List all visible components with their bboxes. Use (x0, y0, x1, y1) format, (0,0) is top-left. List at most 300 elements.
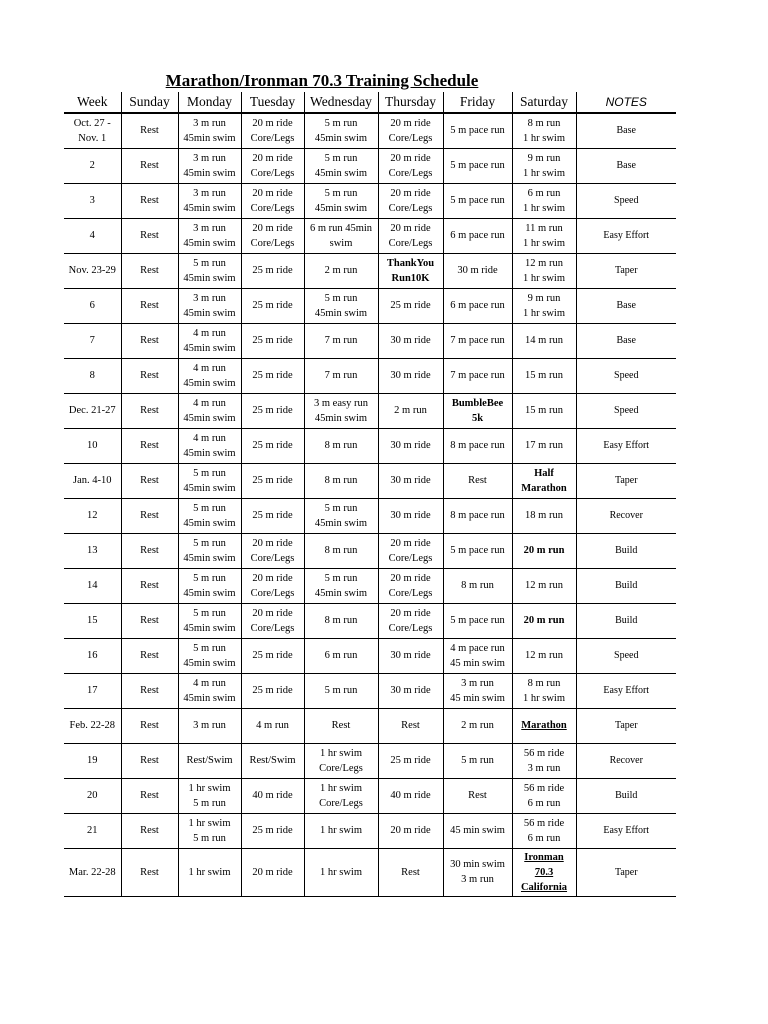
cell-week (64, 813, 121, 848)
cell-thursday (378, 568, 443, 603)
cell-monday-text: 5 m run 45min swim (183, 572, 236, 599)
cell-wednesday (304, 778, 378, 813)
cell-saturday-text: Ironman 70.3 California (520, 851, 568, 893)
cell-saturday-text: 9 m run 1 hr swim (523, 152, 565, 179)
cell-sunday-text: Rest (140, 475, 159, 486)
cell-sunday (121, 253, 178, 288)
cell-notes-text: Easy Effort (603, 825, 650, 836)
cell-saturday (512, 743, 576, 778)
cell-sunday (121, 323, 178, 358)
cell-tuesday-text: 40 m ride (252, 790, 293, 801)
cell-week-text: 21 (87, 825, 98, 836)
cell-notes (576, 113, 676, 148)
cell-tuesday (241, 673, 304, 708)
cell-saturday-text: 8 m run 1 hr swim (523, 117, 565, 144)
cell-thursday (378, 358, 443, 393)
cell-tuesday (241, 498, 304, 533)
cell-tuesday (241, 393, 304, 428)
cell-sunday-text: Rest (140, 335, 159, 346)
cell-notes-text: Easy Effort (603, 440, 650, 451)
cell-monday-text: 5 m run 45min swim (183, 502, 236, 529)
cell-saturday (512, 673, 576, 708)
cell-friday (443, 638, 512, 673)
cell-monday-text: 1 hr swim (188, 866, 231, 878)
cell-sunday-text: Rest (140, 755, 159, 766)
cell-saturday (512, 813, 576, 848)
cell-thursday-text: 2 m run (394, 405, 427, 416)
cell-saturday (512, 533, 576, 568)
cell-tuesday (241, 218, 304, 253)
document-title: Marathon/Ironman 70.3 Training Schedule (165, 71, 479, 90)
cell-monday-text: 3 m run (193, 720, 226, 731)
cell-saturday (512, 288, 576, 323)
cell-wednesday (304, 288, 378, 323)
cell-week-text: Feb. 22-28 (69, 720, 115, 731)
cell-notes-text: Taper (614, 475, 638, 486)
cell-thursday (378, 743, 443, 778)
cell-friday (443, 218, 512, 253)
cell-thursday-text: 30 m ride (390, 335, 431, 346)
cell-notes (576, 568, 676, 603)
cell-wednesday-text: 5 m run 45min swim (314, 502, 368, 529)
cell-tuesday-text: 20 m ride Core/Legs (250, 572, 295, 599)
cell-monday (178, 148, 241, 183)
cell-friday-text: 30 m ride (457, 265, 498, 276)
schedule-row (64, 463, 676, 498)
cell-saturday-text: 12 m run 1 hr swim (523, 257, 565, 284)
cell-tuesday-text: Rest/Swim (249, 755, 296, 766)
cell-monday-text: 4 m run 45min swim (183, 327, 236, 354)
cell-week (64, 498, 121, 533)
schedule-row (64, 638, 676, 673)
cell-wednesday-text: 5 m run 45min swim (314, 292, 368, 319)
cell-monday (178, 603, 241, 638)
cell-sunday-text: Rest (140, 125, 159, 137)
cell-saturday-text: 56 m ride 3 m run (523, 747, 565, 774)
cell-notes-text: Speed (614, 405, 639, 416)
cell-tuesday-text: 25 m ride (252, 650, 293, 661)
cell-notes-text: Taper (614, 720, 638, 731)
cell-tuesday-text: 20 m ride Core/Legs (250, 152, 295, 179)
cell-thursday (378, 498, 443, 533)
schedule-row (64, 148, 676, 183)
cell-notes-text: Build (615, 790, 638, 801)
cell-sunday (121, 358, 178, 393)
cell-thursday (378, 638, 443, 673)
cell-friday (443, 533, 512, 568)
cell-tuesday-text: 20 m ride Core/Legs (250, 187, 295, 214)
cell-wednesday (304, 148, 378, 183)
cell-week-text: 16 (87, 650, 98, 661)
cell-friday (443, 743, 512, 778)
cell-notes-text: Base (616, 335, 636, 346)
cell-friday-text: 4 m pace run 45 min swim (450, 642, 505, 669)
schedule-row (64, 218, 676, 253)
cell-monday-text: 3 m run 45min swim (183, 152, 236, 179)
cell-wednesday (304, 708, 378, 743)
cell-thursday (378, 848, 443, 896)
cell-sunday-text: Rest (140, 580, 159, 591)
cell-saturday (512, 113, 576, 148)
cell-friday-text: 8 m pace run (450, 510, 505, 521)
cell-sunday-text: Rest (140, 720, 159, 731)
cell-tuesday-text: 25 m ride (252, 370, 293, 381)
cell-notes-text: Recover (609, 510, 643, 521)
cell-notes-text: Build (615, 545, 638, 556)
cell-notes (576, 778, 676, 813)
cell-week (64, 218, 121, 253)
cell-tuesday-text: 20 m ride Core/Legs (250, 537, 295, 564)
cell-week-text: 17 (87, 685, 98, 696)
cell-sunday-text: Rest (140, 650, 159, 661)
cell-saturday (512, 848, 576, 896)
cell-friday-text: 5 m run (461, 755, 494, 766)
cell-thursday-text: 20 m ride Core/Legs (388, 117, 433, 144)
cell-thursday (378, 253, 443, 288)
schedule-row (64, 778, 676, 813)
cell-friday-text: 5 m pace run (450, 195, 505, 206)
cell-tuesday-text: 25 m ride (252, 475, 293, 486)
cell-sunday (121, 638, 178, 673)
cell-notes-text: Speed (614, 650, 639, 661)
cell-monday (178, 218, 241, 253)
cell-thursday-text: 30 m ride (390, 475, 431, 486)
cell-thursday-text: 25 m ride (390, 300, 431, 311)
cell-wednesday-text: 8 m run (324, 545, 358, 556)
cell-monday (178, 463, 241, 498)
cell-week (64, 673, 121, 708)
cell-notes-text: Easy Effort (603, 230, 650, 241)
cell-thursday (378, 708, 443, 743)
cell-thursday-text: 30 m ride (390, 510, 431, 521)
cell-wednesday-text: 5 m run (324, 685, 358, 696)
cell-monday (178, 393, 241, 428)
cell-wednesday (304, 183, 378, 218)
cell-sunday-text: Rest (140, 790, 159, 801)
cell-friday (443, 603, 512, 638)
cell-wednesday (304, 323, 378, 358)
cell-wednesday (304, 533, 378, 568)
cell-sunday (121, 498, 178, 533)
cell-monday (178, 323, 241, 358)
cell-tuesday-text: 25 m ride (252, 440, 293, 451)
cell-wednesday (304, 253, 378, 288)
cell-week-text: 12 (87, 510, 98, 521)
cell-sunday (121, 393, 178, 428)
cell-week (64, 708, 121, 743)
cell-friday-text: 30 min swim 3 m run (450, 859, 505, 885)
cell-week-text: 4 (89, 230, 95, 241)
cell-week-text: 13 (87, 545, 98, 556)
cell-week (64, 358, 121, 393)
cell-tuesday (241, 778, 304, 813)
cell-monday (178, 638, 241, 673)
cell-wednesday (304, 568, 378, 603)
cell-monday (178, 498, 241, 533)
cell-saturday-text: 56 m ride 6 m run (523, 782, 565, 809)
cell-friday-text: BumbleBee 5k (451, 397, 504, 424)
cell-week-text: 6 (89, 300, 95, 311)
cell-wednesday-text: 3 m easy run 45min swim (314, 397, 368, 424)
training-schedule-table (64, 92, 676, 897)
cell-saturday (512, 183, 576, 218)
cell-thursday (378, 603, 443, 638)
cell-saturday-text: 8 m run 1 hr swim (523, 677, 565, 704)
cell-monday (178, 673, 241, 708)
cell-thursday-text: ThankYou Run10K (386, 257, 435, 284)
cell-wednesday (304, 603, 378, 638)
cell-week-text: 14 (87, 580, 98, 591)
cell-week-text: Oct. 27 - Nov. 1 (73, 117, 111, 144)
cell-thursday (378, 183, 443, 218)
cell-sunday-text: Rest (140, 866, 159, 878)
cell-monday (178, 848, 241, 896)
cell-friday (443, 778, 512, 813)
cell-tuesday (241, 183, 304, 218)
cell-sunday-text: Rest (140, 825, 159, 836)
cell-sunday-text: Rest (140, 370, 159, 381)
cell-notes-text: Taper (614, 265, 638, 276)
cell-tuesday-text: 25 m ride (252, 335, 293, 346)
cell-tuesday (241, 603, 304, 638)
cell-thursday-text: 40 m ride (390, 790, 431, 801)
cell-friday (443, 113, 512, 148)
cell-wednesday (304, 428, 378, 463)
cell-monday-text: 4 m run 45min swim (183, 677, 236, 704)
cell-monday (178, 288, 241, 323)
cell-friday-text: 6 m pace run (450, 300, 505, 311)
cell-saturday (512, 498, 576, 533)
cell-sunday-text: Rest (140, 195, 159, 206)
cell-friday-text: 5 m pace run (450, 160, 505, 171)
cell-wednesday (304, 358, 378, 393)
cell-notes (576, 708, 676, 743)
cell-notes-text: Base (616, 160, 636, 171)
cell-friday (443, 288, 512, 323)
cell-wednesday-text: 8 m run (324, 440, 358, 451)
cell-saturday-text: 20 m run (523, 615, 565, 626)
cell-thursday-text: 30 m ride (390, 370, 431, 381)
cell-wednesday (304, 638, 378, 673)
cell-thursday-text: 30 m ride (390, 685, 431, 696)
cell-thursday (378, 428, 443, 463)
cell-friday-text: 7 m pace run (450, 370, 505, 381)
cell-monday (178, 358, 241, 393)
schedule-row (64, 533, 676, 568)
cell-friday (443, 393, 512, 428)
cell-thursday-text: 20 m ride (390, 825, 431, 836)
cell-tuesday (241, 813, 304, 848)
cell-notes-text: Easy Effort (603, 685, 650, 696)
cell-saturday (512, 253, 576, 288)
cell-notes (576, 288, 676, 323)
cell-wednesday (304, 463, 378, 498)
cell-tuesday (241, 323, 304, 358)
cell-tuesday-text: 25 m ride (252, 405, 293, 416)
cell-notes-text: Taper (614, 866, 638, 878)
cell-tuesday (241, 428, 304, 463)
cell-wednesday-text: 1 hr swim Core/Legs (319, 747, 363, 774)
cell-wednesday-text: 5 m run 45min swim (314, 187, 368, 214)
cell-week (64, 743, 121, 778)
cell-friday (443, 498, 512, 533)
cell-thursday-text: 25 m ride (390, 755, 431, 766)
cell-monday (178, 253, 241, 288)
cell-thursday-text: 30 m ride (390, 650, 431, 661)
cell-saturday (512, 778, 576, 813)
cell-saturday-text: 15 m run (525, 405, 563, 416)
cell-notes (576, 813, 676, 848)
cell-sunday-text: Rest (140, 510, 159, 521)
cell-sunday-text: Rest (140, 615, 159, 626)
cell-week-text: Mar. 22-28 (68, 866, 116, 878)
cell-thursday-text: 20 m ride Core/Legs (388, 187, 433, 214)
cell-friday (443, 568, 512, 603)
cell-saturday-text: 15 m run (525, 370, 563, 381)
cell-week-text: Jan. 4-10 (73, 475, 112, 486)
cell-week-text: 3 (89, 195, 95, 206)
cell-tuesday (241, 708, 304, 743)
cell-sunday (121, 708, 178, 743)
cell-wednesday (304, 813, 378, 848)
cell-thursday (378, 323, 443, 358)
cell-saturday (512, 568, 576, 603)
cell-sunday (121, 603, 178, 638)
cell-tuesday-text: 25 m ride (252, 510, 293, 521)
cell-wednesday-text: 1 hr swim Core/Legs (319, 782, 363, 809)
cell-week (64, 533, 121, 568)
cell-week-text: Dec. 21-27 (68, 405, 116, 416)
cell-monday (178, 113, 241, 148)
cell-wednesday-text: Rest (331, 720, 351, 731)
cell-week-text: Nov. 23-29 (68, 265, 116, 276)
cell-monday (178, 813, 241, 848)
cell-sunday-text: Rest (140, 160, 159, 171)
schedule-row (64, 253, 676, 288)
cell-friday-text: 45 min swim (450, 825, 505, 836)
cell-notes (576, 358, 676, 393)
cell-thursday (378, 778, 443, 813)
cell-week-text: 2 (89, 160, 95, 171)
cell-wednesday (304, 113, 378, 148)
cell-wednesday-text: 7 m run (324, 370, 358, 381)
header-sunday: Sunday (121, 92, 178, 113)
cell-saturday-text: 11 m run 1 hr swim (523, 222, 565, 249)
cell-thursday (378, 218, 443, 253)
cell-sunday-text: Rest (140, 405, 159, 416)
cell-friday-text: 8 m pace run (450, 440, 505, 451)
schedule-row (64, 288, 676, 323)
cell-week (64, 848, 121, 896)
cell-saturday-text: 20 m run (523, 545, 565, 556)
header-friday: Friday (443, 92, 512, 113)
cell-tuesday-text: 25 m ride (252, 685, 293, 696)
cell-saturday (512, 323, 576, 358)
cell-notes (576, 183, 676, 218)
cell-saturday-text: 12 m run (525, 580, 563, 591)
cell-week (64, 393, 121, 428)
header-tuesday: Tuesday (241, 92, 304, 113)
schedule-row (64, 428, 676, 463)
cell-sunday (121, 148, 178, 183)
cell-sunday (121, 848, 178, 896)
cell-week-text: 8 (89, 370, 95, 381)
cell-week (64, 253, 121, 288)
cell-wednesday-text: 2 m run (324, 265, 358, 276)
schedule-row (64, 813, 676, 848)
cell-notes (576, 498, 676, 533)
cell-week (64, 638, 121, 673)
cell-thursday (378, 463, 443, 498)
cell-friday-text: 2 m run (461, 720, 494, 731)
cell-wednesday-text: 7 m run (324, 335, 358, 346)
cell-tuesday (241, 148, 304, 183)
cell-friday (443, 463, 512, 498)
cell-tuesday (241, 533, 304, 568)
header-week: Week (77, 94, 108, 109)
cell-wednesday (304, 218, 378, 253)
schedule-row (64, 743, 676, 778)
cell-friday (443, 148, 512, 183)
cell-monday-text: 1 hr swim 5 m run (188, 817, 231, 844)
schedule-row (64, 393, 676, 428)
cell-notes (576, 393, 676, 428)
cell-monday (178, 743, 241, 778)
cell-sunday (121, 218, 178, 253)
cell-tuesday (241, 358, 304, 393)
cell-thursday-text: 30 m ride (390, 440, 431, 451)
schedule-row (64, 183, 676, 218)
cell-monday-text: 3 m run 45min swim (183, 117, 236, 144)
cell-friday-text: 5 m pace run (450, 615, 505, 626)
cell-tuesday-text: 25 m ride (252, 300, 293, 311)
cell-wednesday (304, 498, 378, 533)
cell-monday-text: 4 m run 45min swim (183, 362, 236, 389)
cell-monday-text: Rest/Swim (186, 755, 233, 766)
schedule-row (64, 358, 676, 393)
cell-notes (576, 673, 676, 708)
cell-wednesday (304, 743, 378, 778)
cell-notes (576, 603, 676, 638)
header-saturday: Saturday (512, 92, 576, 113)
header-notes: NOTES (576, 92, 676, 113)
cell-friday-text: 7 m pace run (450, 335, 505, 346)
cell-tuesday-text: 25 m ride (252, 265, 293, 276)
header-wednesday: Wednesday (304, 92, 378, 113)
cell-notes (576, 743, 676, 778)
cell-notes (576, 533, 676, 568)
cell-saturday-text: Marathon (521, 720, 567, 731)
cell-friday-text: 5 m pace run (450, 125, 505, 137)
cell-thursday-text: 20 m ride Core/Legs (388, 537, 433, 564)
cell-wednesday-text: 8 m run (324, 475, 358, 486)
cell-monday (178, 778, 241, 813)
cell-thursday-text: 20 m ride Core/Legs (388, 222, 433, 249)
cell-notes (576, 848, 676, 896)
cell-notes (576, 218, 676, 253)
cell-thursday-text: Rest (401, 720, 420, 731)
schedule-row (64, 323, 676, 358)
cell-week (64, 148, 121, 183)
cell-thursday (378, 288, 443, 323)
cell-saturday-text: Half Marathon (521, 467, 567, 494)
cell-friday (443, 358, 512, 393)
schedule-row (64, 498, 676, 533)
cell-saturday (512, 148, 576, 183)
cell-thursday (378, 393, 443, 428)
cell-week (64, 463, 121, 498)
cell-monday-text: 3 m run 45min swim (183, 222, 236, 249)
